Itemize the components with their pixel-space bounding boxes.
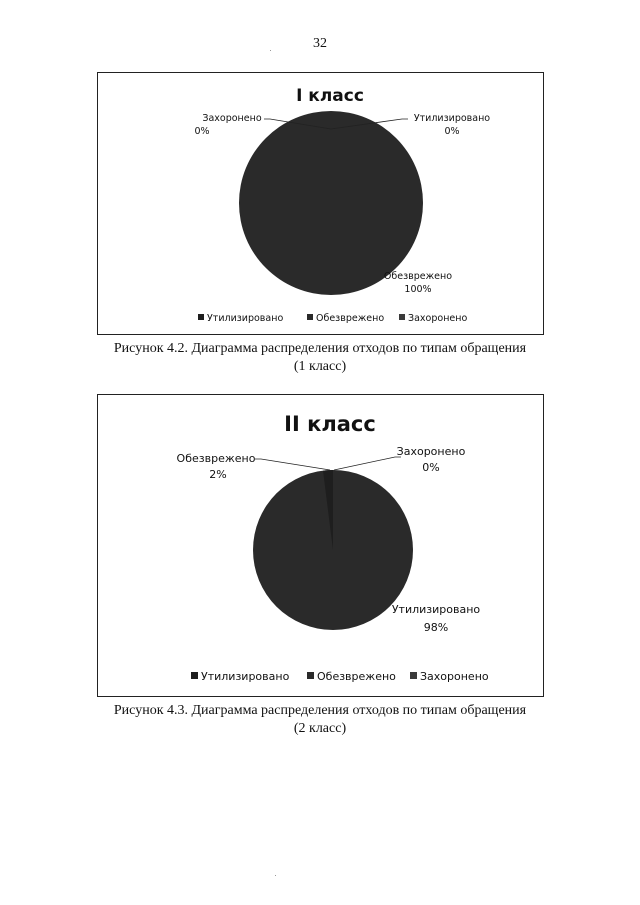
legend-swatch: [198, 314, 204, 320]
pie-slice-obezvrezheno: [239, 111, 423, 295]
legend-swatch: [307, 672, 314, 679]
legend-swatch: [399, 314, 405, 320]
slice-label-name: Утилизировано: [391, 603, 481, 616]
caption-line: Рисунок 4.2. Диаграмма распределения отходов по типам обращения: [113, 341, 527, 356]
pie-chart-svg: [98, 395, 543, 696]
legend-label: Захоронено: [408, 313, 468, 324]
pie-chart-svg: [98, 73, 543, 334]
slice-label-value: 0%: [194, 126, 210, 137]
slice-label-value: 98%: [423, 621, 449, 634]
slice-label-value: 100%: [404, 284, 432, 295]
figure-caption: [0, 340, 640, 376]
legend-swatch: [191, 672, 198, 679]
scan-speck: [275, 875, 276, 876]
leader-line-obezvrezheno: [255, 459, 330, 470]
legend-label: Утилизировано: [201, 670, 290, 683]
caption-line: Рисунок 4.3. Диаграмма распределения отходов по типам обращения: [113, 703, 527, 718]
caption-line: (1 класс): [293, 359, 347, 374]
slice-label-value: 0%: [422, 461, 440, 474]
leader-line-zahoroneno: [334, 457, 401, 470]
chart-title: II класс: [284, 412, 376, 436]
scan-speck: [270, 50, 271, 51]
figure-caption: [0, 702, 640, 738]
legend-swatch: [410, 672, 417, 679]
slice-label-name: Захоронено: [202, 113, 262, 124]
legend-label: Захоронено: [420, 670, 489, 683]
caption-line: (2 класс): [293, 721, 347, 736]
slice-label-name: Обезврежено: [383, 271, 453, 282]
slice-label-name: Захоронено: [396, 445, 466, 458]
legend-label: Обезврежено: [317, 670, 396, 683]
pie-chart-class-1: [97, 72, 544, 335]
legend-label: Утилизировано: [207, 313, 284, 324]
slice-label-name: Обезврежено: [176, 452, 256, 465]
legend-swatch: [307, 314, 313, 320]
slice-label-value: 0%: [444, 126, 460, 137]
chart-title: I класс: [296, 86, 364, 106]
page-number: 32: [313, 36, 327, 51]
slice-label-name: Утилизировано: [413, 113, 491, 124]
pie-chart-class-2: [97, 394, 544, 697]
legend-label: Обезврежено: [316, 313, 385, 324]
slice-label-value: 2%: [209, 468, 227, 481]
